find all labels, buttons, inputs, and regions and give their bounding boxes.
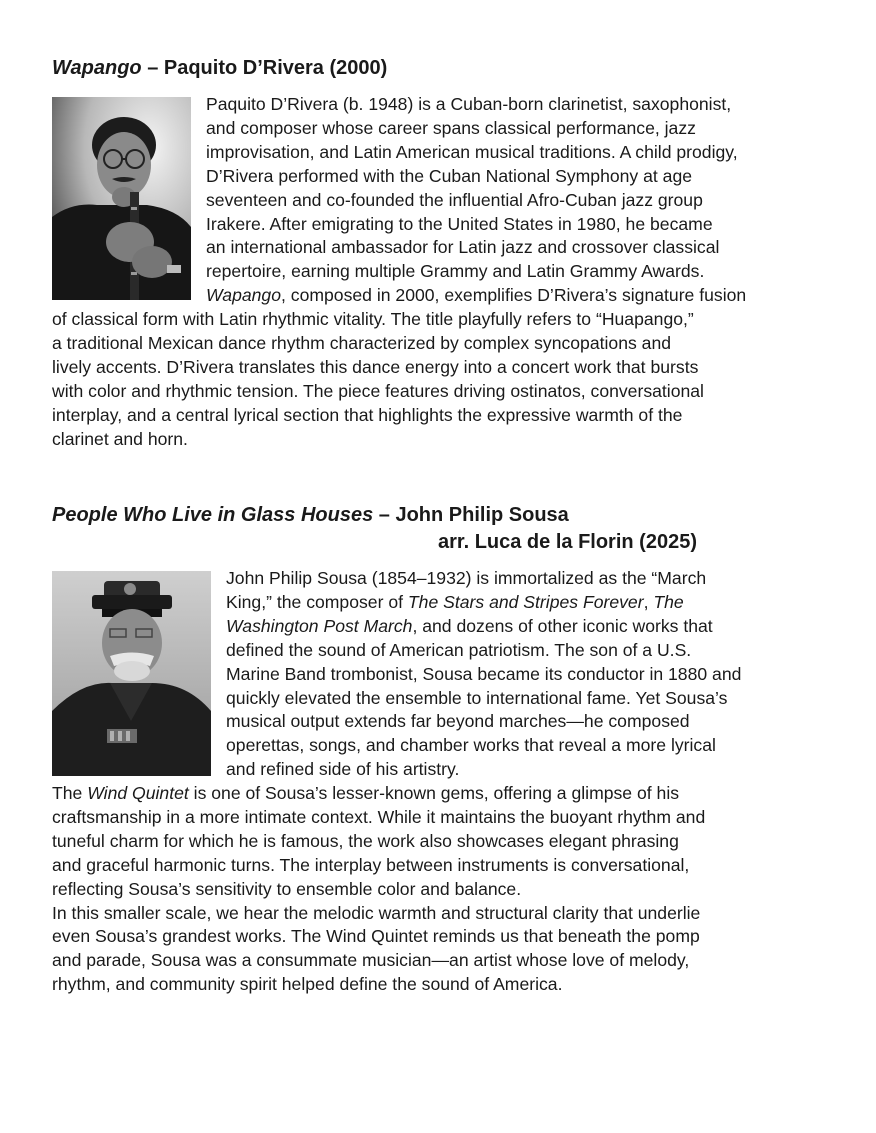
text-line: interplay, and a central lyrical section that highlights the expressive warmth of the <box>52 404 683 425</box>
text-run: King,” the composer of <box>226 591 408 612</box>
text-line: defined the sound of American patriotism. The son of a U.S. <box>226 639 692 660</box>
portrait-photo-john-philip-sousa <box>52 571 211 776</box>
text-line: musical output extends far beyond marches—he composed <box>226 711 690 732</box>
text-line: craftsmanship in a more intimate context. While it maintains the buoyant rhythm and <box>52 806 706 827</box>
work-title: Wapango <box>52 57 142 79</box>
text-line: improvisation, and Latin American musical traditions. A child prodigy, <box>206 141 738 162</box>
text-run: , <box>643 591 654 612</box>
text-line: even Sousa’s grandest works. The Wind Quintet reminds us that beneath the pomp <box>52 926 700 947</box>
text-line: Irakere. After emigrating to the United States in 1980, he became <box>206 213 713 234</box>
text-run: is one of Sousa’s lesser-known gems, offering a glimpse of his <box>188 783 680 803</box>
text-line: an international ambassador for Latin jazz and crossover classical <box>206 237 720 258</box>
paragraph-wind-quintet <box>52 782 705 997</box>
text-line: seventeen and co-founded the influential Afro-Cuban jazz group <box>206 189 703 210</box>
text-line: Paquito D’Rivera (b. 1948) is a Cuban-born clarinetist, saxophonist, <box>206 94 732 114</box>
text-line: a traditional Mexican dance rhythm characterized by complex syncopations and <box>52 332 672 353</box>
text-line: lively accents. D’Rivera translates this dance energy into a concert work that bursts <box>52 356 699 377</box>
text-line: operettas, songs, and chamber works that reveal a more lyrical <box>226 735 716 756</box>
text-line: of classical form with Latin rhythmic vitality. The title playfully refers to “Huapango,” <box>52 309 694 329</box>
portrait-photo-paquito-drivera <box>52 97 191 300</box>
work-title-inline: The Stars and Stripes Forever <box>407 591 644 612</box>
paragraph-paquito-bio <box>206 93 746 308</box>
text-line: and graceful harmonic turns. The interplay between instruments is conversational, <box>52 854 690 875</box>
text-line: quickly elevated the ensemble to international fame. Yet Sousa’s <box>226 687 728 708</box>
text-run: , and dozens of other iconic works that <box>412 615 713 636</box>
section-title-wapango <box>52 55 387 81</box>
work-title-inline: Wapango <box>206 285 281 306</box>
text-line <box>226 591 741 615</box>
text-line: rhythm, and community spirit helped define the sound of America. <box>52 974 563 995</box>
section-title-glass-houses <box>52 502 569 528</box>
work-title-inline: Washington Post March <box>226 615 413 636</box>
work-title: People Who Live in Glass Houses <box>52 504 374 526</box>
text-run: , composed in 2000, exemplifies D’Rivera’s signature fusion <box>281 285 747 306</box>
text-line <box>206 284 746 308</box>
text-line: repertoire, earning multiple Grammy and Latin Grammy Awards. <box>206 261 705 282</box>
arranger-credit <box>438 529 697 555</box>
text-line <box>52 782 705 806</box>
text-line: D’Rivera performed with the Cuban National Symphony at age <box>206 165 693 186</box>
paragraph-sousa-bio <box>226 567 741 782</box>
text-line: In this smaller scale, we hear the melodic warmth and structural clarity that underlie <box>52 902 701 923</box>
composer-name: – John Philip Sousa <box>373 504 569 526</box>
text-line: with color and rhythmic tension. The piece features driving ostinatos, conversational <box>52 380 704 401</box>
text-line <box>226 615 741 639</box>
text-line: reflecting Sousa’s sensitivity to ensemble color and balance. <box>52 878 522 899</box>
paragraph-wapango-description <box>52 308 704 451</box>
text-line: and refined side of his artistry. <box>226 759 460 780</box>
arranger-and-year: arr. Luca de la Florin (2025) <box>438 531 697 553</box>
work-title-inline: The <box>653 591 684 612</box>
text-line: and composer whose career spans classical performance, jazz <box>206 117 696 138</box>
composer-and-year: – Paquito D’Rivera (2000) <box>141 57 388 79</box>
text-line: John Philip Sousa (1854–1932) is immortalized as the “March <box>226 568 707 588</box>
work-title-inline: Wind Quintet <box>87 783 189 803</box>
text-line: tuneful charm for which he is famous, the work also showcases elegant phrasing <box>52 830 679 851</box>
text-line: Marine Band trombonist, Sousa became its conductor in 1880 and <box>226 663 742 684</box>
text-line: clarinet and horn. <box>52 428 188 449</box>
text-run: The <box>52 783 88 803</box>
text-line: and parade, Sousa was a consummate musician—an artist whose love of melody, <box>52 950 690 971</box>
